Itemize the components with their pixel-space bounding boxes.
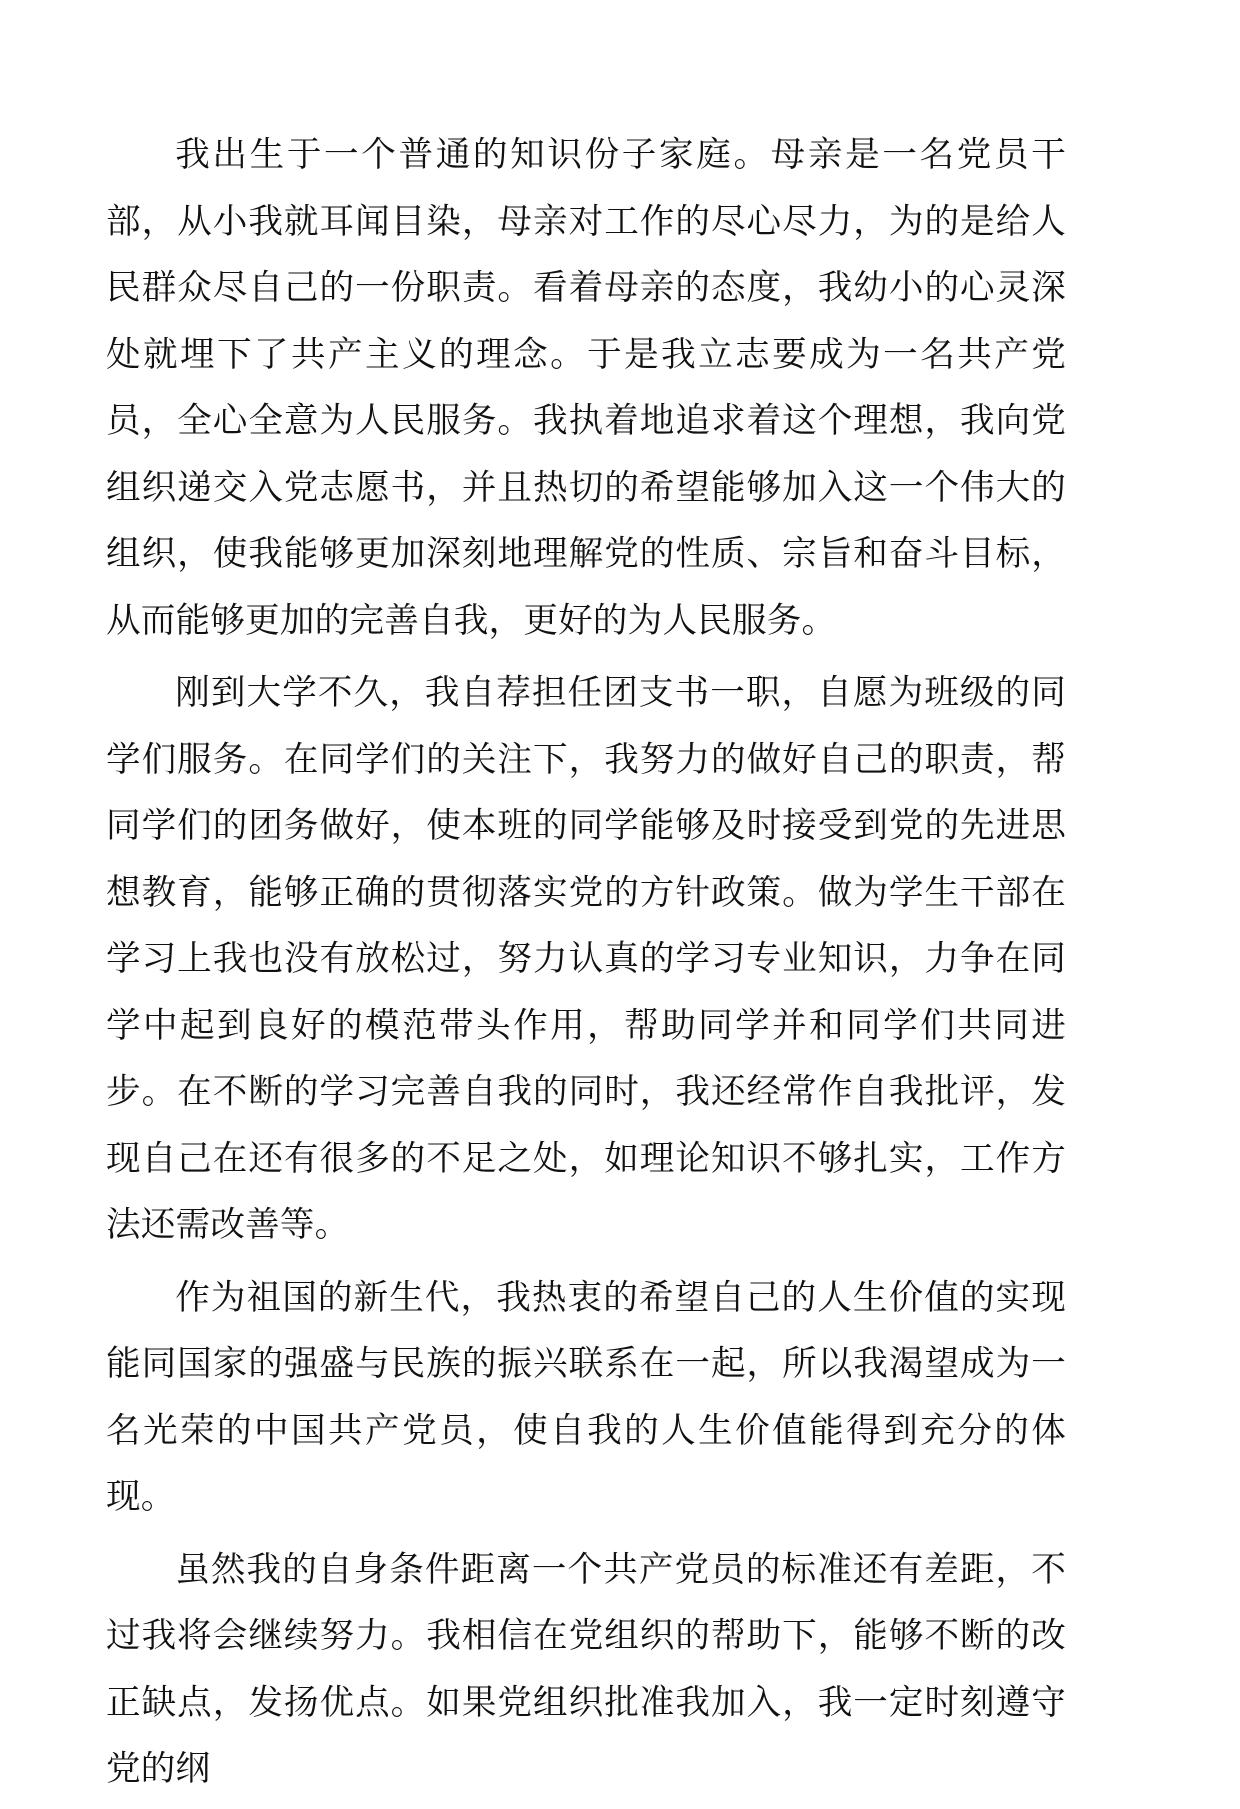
- paragraph-1: 我出生于一个普通的知识份子家庭。母亲是一名党员干部，从小我就耳闻目染，母亲对工作的尽心尽力，为的是给人民群众尽自己的一份职责。看着母亲的态度，我幼小的心灵深处就埋下了共产主义的理念。于是我立志要成为一名共产党员，全心全意为人民服务。我执着地追求着这个理想，我向党组织递交入党志愿书，并且热切的希望能够加入这一个伟大的组织，使我能够更加深刻地理解党的性质、宗旨和奋斗目标，从而能够更加的完善自我，更好的为人民服务。: [106, 135, 1066, 641]
- paragraph-3: 作为祖国的新生代，我热衷的希望自己的人生价值的实现能同国家的强盛与民族的振兴联系在一起，所以我渴望成为一名光荣的中国共产党员，使自我的人生价值能得到充分的体现。: [106, 1277, 1066, 1517]
- paragraph-2: 刚到大学不久，我自荐担任团支书一职，自愿为班级的同学们服务。在同学们的关注下，我努力的做好自己的职责，帮同学们的团务做好，使本班的同学能够及时接受到党的先进思想教育，能够正确的贯彻落实党的方针政策。做为学生干部在学习上我也没有放松过，努力认真的学习专业知识，力争在同学中起到良好的模范带头作用，帮助同学并和同学们共同进步。在不断的学习完善自我的同时，我还经常作自我批评，发现自己在还有很多的不足之处，如理论知识不够扎实，工作方法还需改善等。: [106, 673, 1066, 1245]
- paragraph-4: 虽然我的自身条件距离一个共产党员的标准还有差距，不过我将会继续努力。我相信在党组织的帮助下，能够不断的改正缺点，发扬优点。如果党组织批准我加入，我一定时刻遵守党的纲: [106, 1549, 1066, 1789]
- document-body: [106, 122, 1066, 1809]
